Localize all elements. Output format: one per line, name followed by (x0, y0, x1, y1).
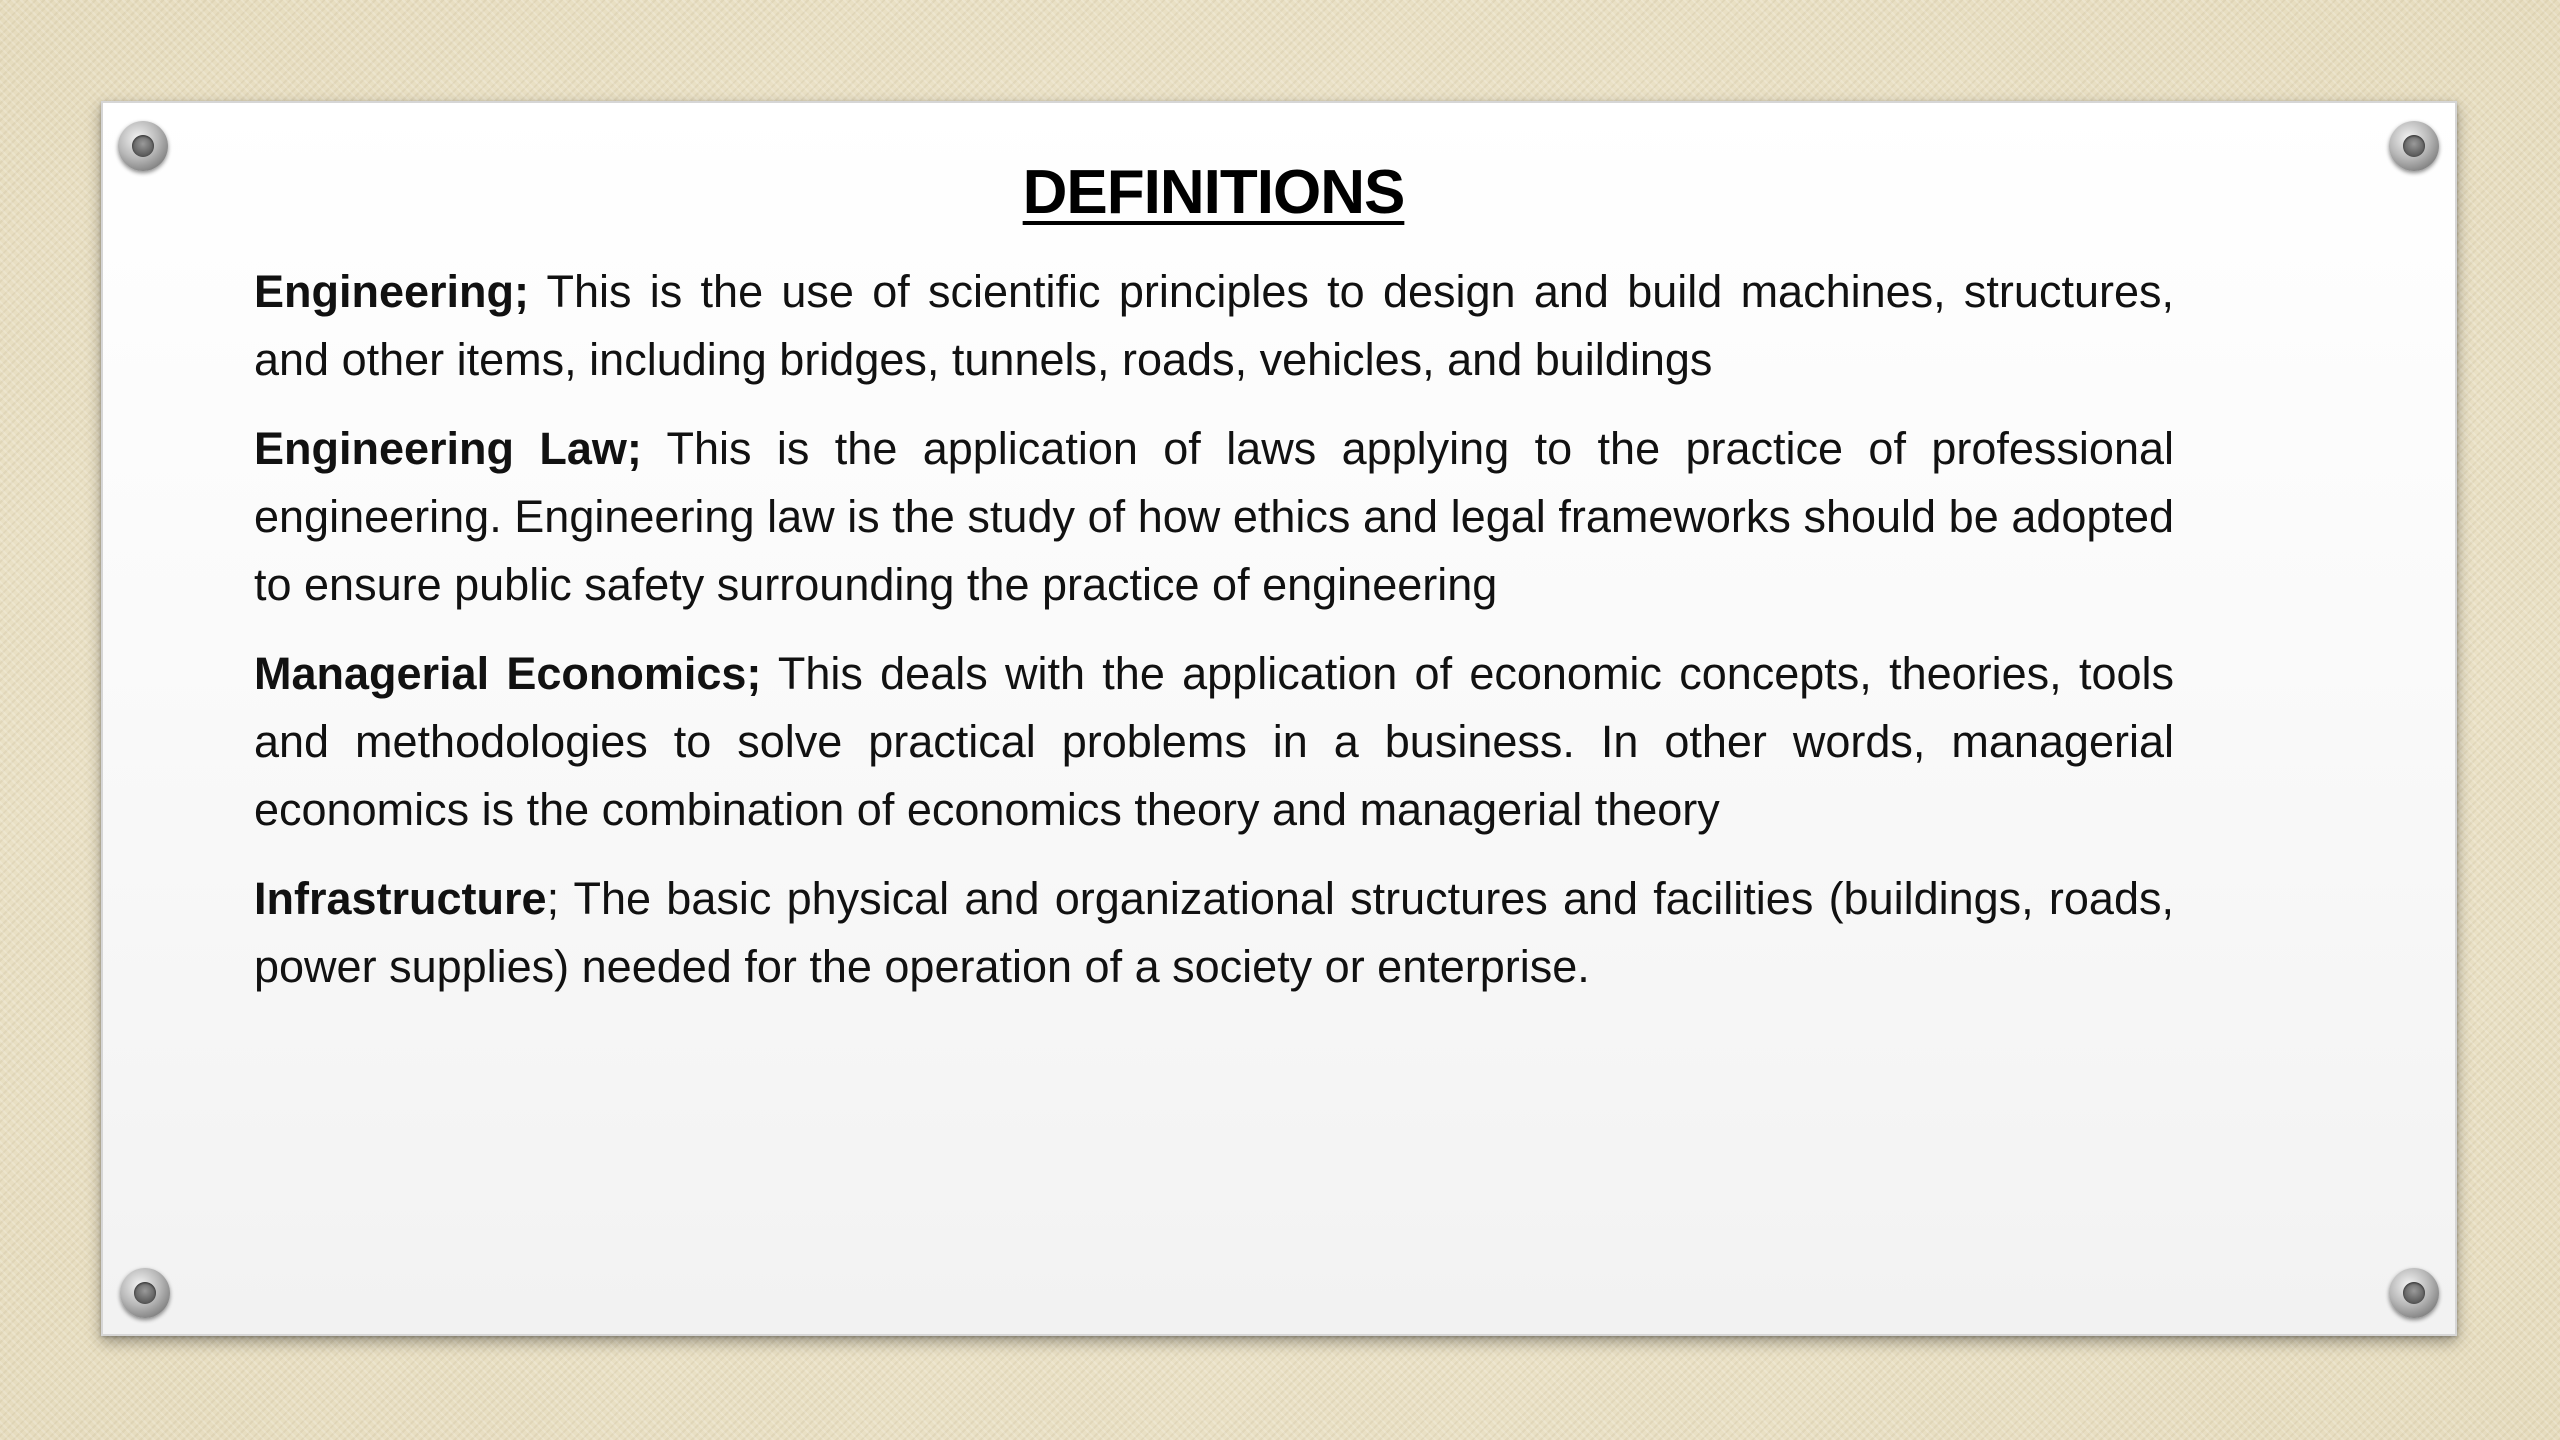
definition-managerial-economics (254, 640, 2174, 844)
definition-text: This is the use of scientific principles to design and build machines, structures, and other items, including bridges, tunnels, roads, vehicles, and buildings (254, 266, 2174, 385)
definitions-list (254, 258, 2174, 1022)
definition-term: Infrastructure (254, 873, 547, 924)
slide-title: DEFINITIONS (1022, 158, 1405, 227)
definition-infrastructure (254, 865, 2174, 1001)
definition-term: Engineering; (254, 266, 530, 317)
definition-engineering (254, 258, 2174, 394)
definition-term: Managerial Economics; (254, 648, 762, 699)
definition-text: The basic physical and organizational structures and facilities (buildings, roads, power supplies) needed for the operation of a society or enterprise. (254, 873, 2174, 992)
screw-icon-bottom-left (120, 1268, 170, 1318)
definition-separator: ; (546, 873, 560, 924)
definition-engineering-law (254, 415, 2174, 619)
definition-text: This is the application of laws applying to the practice of professional engineering. Engineering law is the study of how ethics and legal frameworks should be adopted to ensure public safety surrounding the practice of engineering (254, 423, 2174, 610)
screw-icon-bottom-right (2389, 1268, 2439, 1318)
definition-term: Engineering Law; (254, 423, 642, 474)
definition-text: This deals with the application of economic concepts, theories, tools and methodologies to solve practical problems in a business. In other words, managerial economics is the combination of economics theory and managerial theory (254, 648, 2174, 835)
